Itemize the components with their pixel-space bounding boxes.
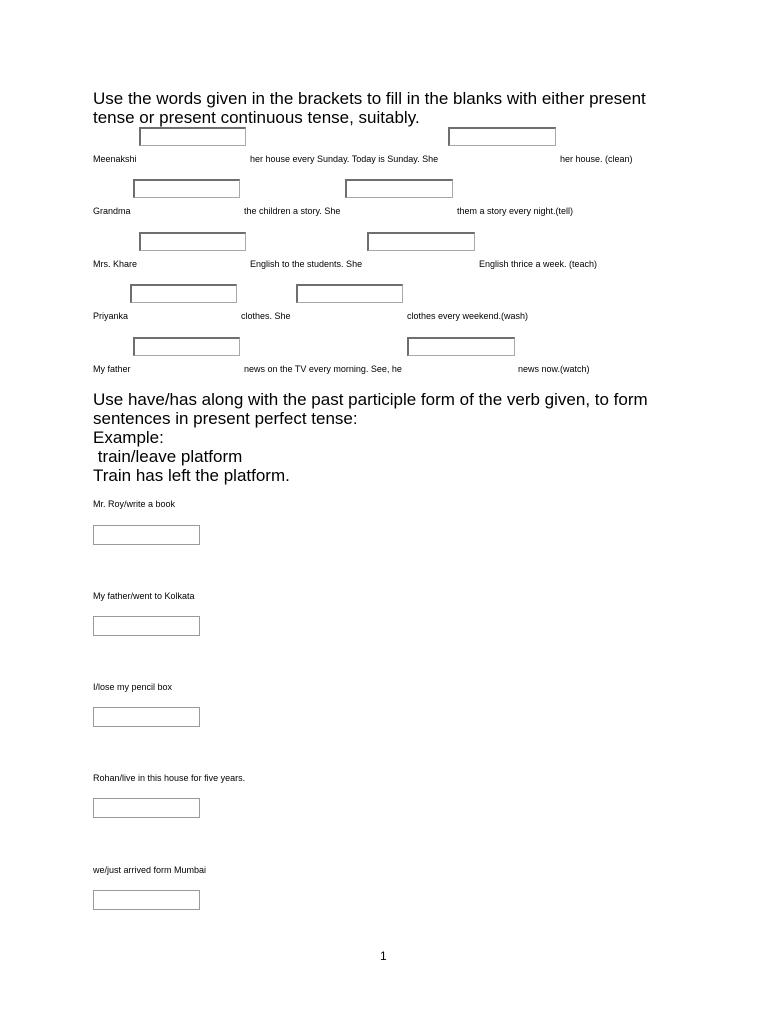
question-1-prompt: Mr. Roy/write a book	[93, 499, 176, 509]
row1-middle: her house every Sunday. Today is Sunday. She	[250, 154, 439, 164]
row2-end: them a story every night.(tell)	[457, 206, 574, 216]
question-5-prompt: we/just arrived form Mumbai	[93, 865, 207, 875]
blank-meenakshi-1[interactable]	[139, 127, 246, 146]
blank-grandma-2[interactable]	[345, 179, 453, 198]
row2-subject: Grandma	[93, 206, 131, 216]
row5-subject: My father	[93, 364, 131, 374]
answer-field-1[interactable]	[93, 525, 200, 545]
blank-priyanka-2[interactable]	[296, 284, 403, 303]
row3-end: English thrice a week. (teach)	[479, 259, 598, 269]
blank-khare-1[interactable]	[139, 232, 246, 251]
row1-subject: Meenakshi	[93, 154, 137, 164]
example-prompt: train/leave platform	[93, 447, 243, 466]
row4-subject: Priyanka	[93, 311, 129, 321]
blank-meenakshi-2[interactable]	[448, 127, 556, 146]
blank-father-2[interactable]	[407, 337, 515, 356]
example-answer: Train has left the platform.	[93, 466, 290, 485]
section2-instruction-line1: Use have/has along with the past participle form of the verb given, to form	[93, 390, 648, 409]
example-label: Example:	[93, 428, 164, 447]
blank-khare-2[interactable]	[367, 232, 475, 251]
row3-subject: Mrs. Khare	[93, 259, 138, 269]
row4-end: clothes every weekend.(wash)	[407, 311, 529, 321]
question-2-prompt: My father/went to Kolkata	[93, 591, 195, 601]
row1-end: her house. (clean)	[560, 154, 633, 164]
page-number: 1	[380, 949, 387, 963]
answer-field-2[interactable]	[93, 616, 200, 636]
blank-grandma-1[interactable]	[133, 179, 240, 198]
section2-instruction-line2: sentences in present perfect tense:	[93, 409, 358, 428]
row5-end: news now.(watch)	[518, 364, 590, 374]
answer-field-3[interactable]	[93, 707, 200, 727]
blank-priyanka-1[interactable]	[130, 284, 237, 303]
question-4-prompt: Rohan/live in this house for five years.	[93, 773, 246, 783]
question-3-prompt: I/lose my pencil box	[93, 682, 173, 692]
section1-instruction: Use the words given in the brackets to fill in the blanks with either present tense or present continuous tense, suitably.	[93, 89, 646, 127]
answer-field-4[interactable]	[93, 798, 200, 818]
blank-father-1[interactable]	[133, 337, 240, 356]
row3-middle: English to the students. She	[250, 259, 363, 269]
answer-field-5[interactable]	[93, 890, 200, 910]
row5-middle: news on the TV every morning. See, he	[244, 364, 402, 374]
row2-middle: the children a story. She	[244, 206, 341, 216]
row4-middle: clothes. She	[241, 311, 291, 321]
